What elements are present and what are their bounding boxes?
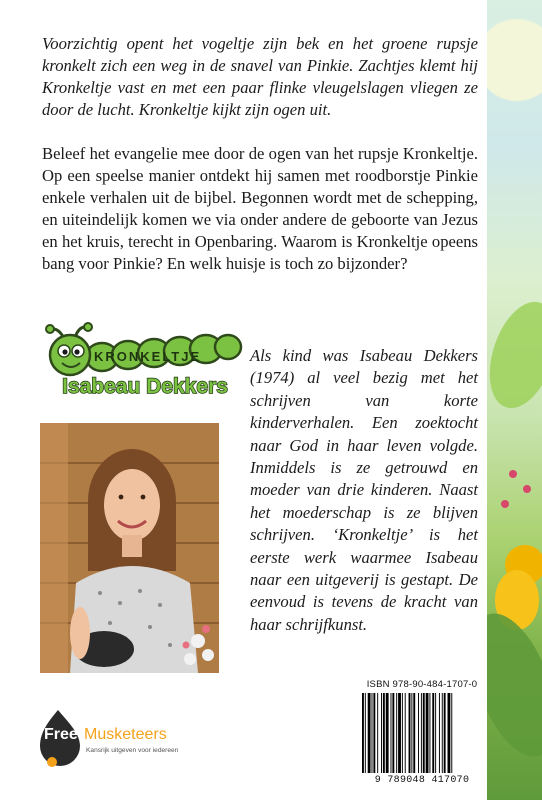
barcode-bar <box>373 693 375 773</box>
barcode-bar <box>362 693 364 773</box>
barcode-bar <box>381 693 382 773</box>
barcode-bar <box>383 693 385 773</box>
author-photo <box>40 423 219 673</box>
barcode-bar <box>409 693 411 773</box>
barcode-bar <box>448 693 451 773</box>
barcode-bar <box>411 693 412 773</box>
barcode-bar <box>435 693 436 773</box>
barcode-bar <box>392 693 394 773</box>
barcode-bar <box>405 693 406 773</box>
barcode-bar <box>421 693 422 773</box>
barcode-bar <box>451 693 452 773</box>
barcode-bar <box>398 693 401 773</box>
barcode-bar <box>439 693 440 773</box>
caterpillar-logo-art <box>40 321 250 401</box>
book-description: Beleef het evangelie mee door de ogen van het rupsje Kronkeltje. Op een speelse manier ontdekt hij samen met roodborstje Pinkie enkele verhalen uit de bijbel. Begonnen wordt met de schepping, en uiteindelijk komen we via onder andere de geboorte van Jezus en het kruis, terecht in Openbaring. Waarom is Kronkeltje opeens bang voor Pinkie? En welk huisje is toch zo bijzonder? <box>42 144 478 273</box>
author-bio: Als kind was Isabeau Dekkers (1974) al veel bezig met het schrijven van korte kinderverhalen. Een zoektocht naar God in haar leven volgde. Inmiddels is ze getrouwd en moeder van drie kinderen. Naast het moederschap is ze blijven schrijven. ‘Kronkeltje’ is het eerste werk waarmee Isabeau naar een uitgeverij is gestapt. De eenvoud is tevens de kracht van haar schrijfkunst. <box>250 346 478 634</box>
flower-dot <box>501 500 509 508</box>
barcode-bar <box>429 693 430 773</box>
flower-dot <box>523 485 531 493</box>
leaf-decoration <box>487 293 542 416</box>
barcode-bars <box>360 693 484 775</box>
barcode-bar <box>402 693 403 773</box>
barcode-bar <box>444 693 446 773</box>
logo-author: Isabeau Dekkers <box>62 375 228 398</box>
publisher-name-free: Free <box>44 726 78 743</box>
publisher-tagline: Kansrijk uitgeven voor iedereen <box>86 747 179 754</box>
isbn-label: ISBN 978-90-484-1707-0 <box>366 679 478 690</box>
isbn-barcode <box>357 679 487 791</box>
barcode-bar <box>442 693 443 773</box>
barcode-bar <box>377 693 378 773</box>
barcode-bar <box>372 693 373 773</box>
barcode-bar <box>386 693 389 773</box>
publisher-logo <box>40 706 200 771</box>
intro-excerpt: Voorzichtig opent het vogeltje zijn bek en het groene rupsje kronkelt zich een weg in de snavel van Pinkie. Zachtjes klemt hij Kronkeltje vast en met een paar flinke vleugelslagen vliegen ze door de lucht. Kronkeltje kijkt zijn ogen uit. <box>42 34 478 119</box>
barcode-bar <box>423 693 425 773</box>
publisher-name-musketeers: Musketeers <box>84 726 167 743</box>
barcode-bar <box>413 693 415 773</box>
barcode-bar <box>418 693 419 773</box>
logo-title: KRONKELTJE <box>94 349 202 364</box>
barcode-bar <box>426 693 429 773</box>
barcode-bar <box>368 693 371 773</box>
barcode-bar <box>365 693 366 773</box>
barcode-bar <box>432 693 434 773</box>
cover-illustration-strip <box>487 0 542 800</box>
barcode-bar <box>396 693 397 773</box>
kronkeltje-logo <box>40 321 250 401</box>
flower-dot <box>509 470 517 478</box>
leaf-decoration <box>487 603 542 768</box>
isbn-digits: 9 789048 417070 <box>374 775 470 786</box>
barcode-bar <box>391 693 392 773</box>
